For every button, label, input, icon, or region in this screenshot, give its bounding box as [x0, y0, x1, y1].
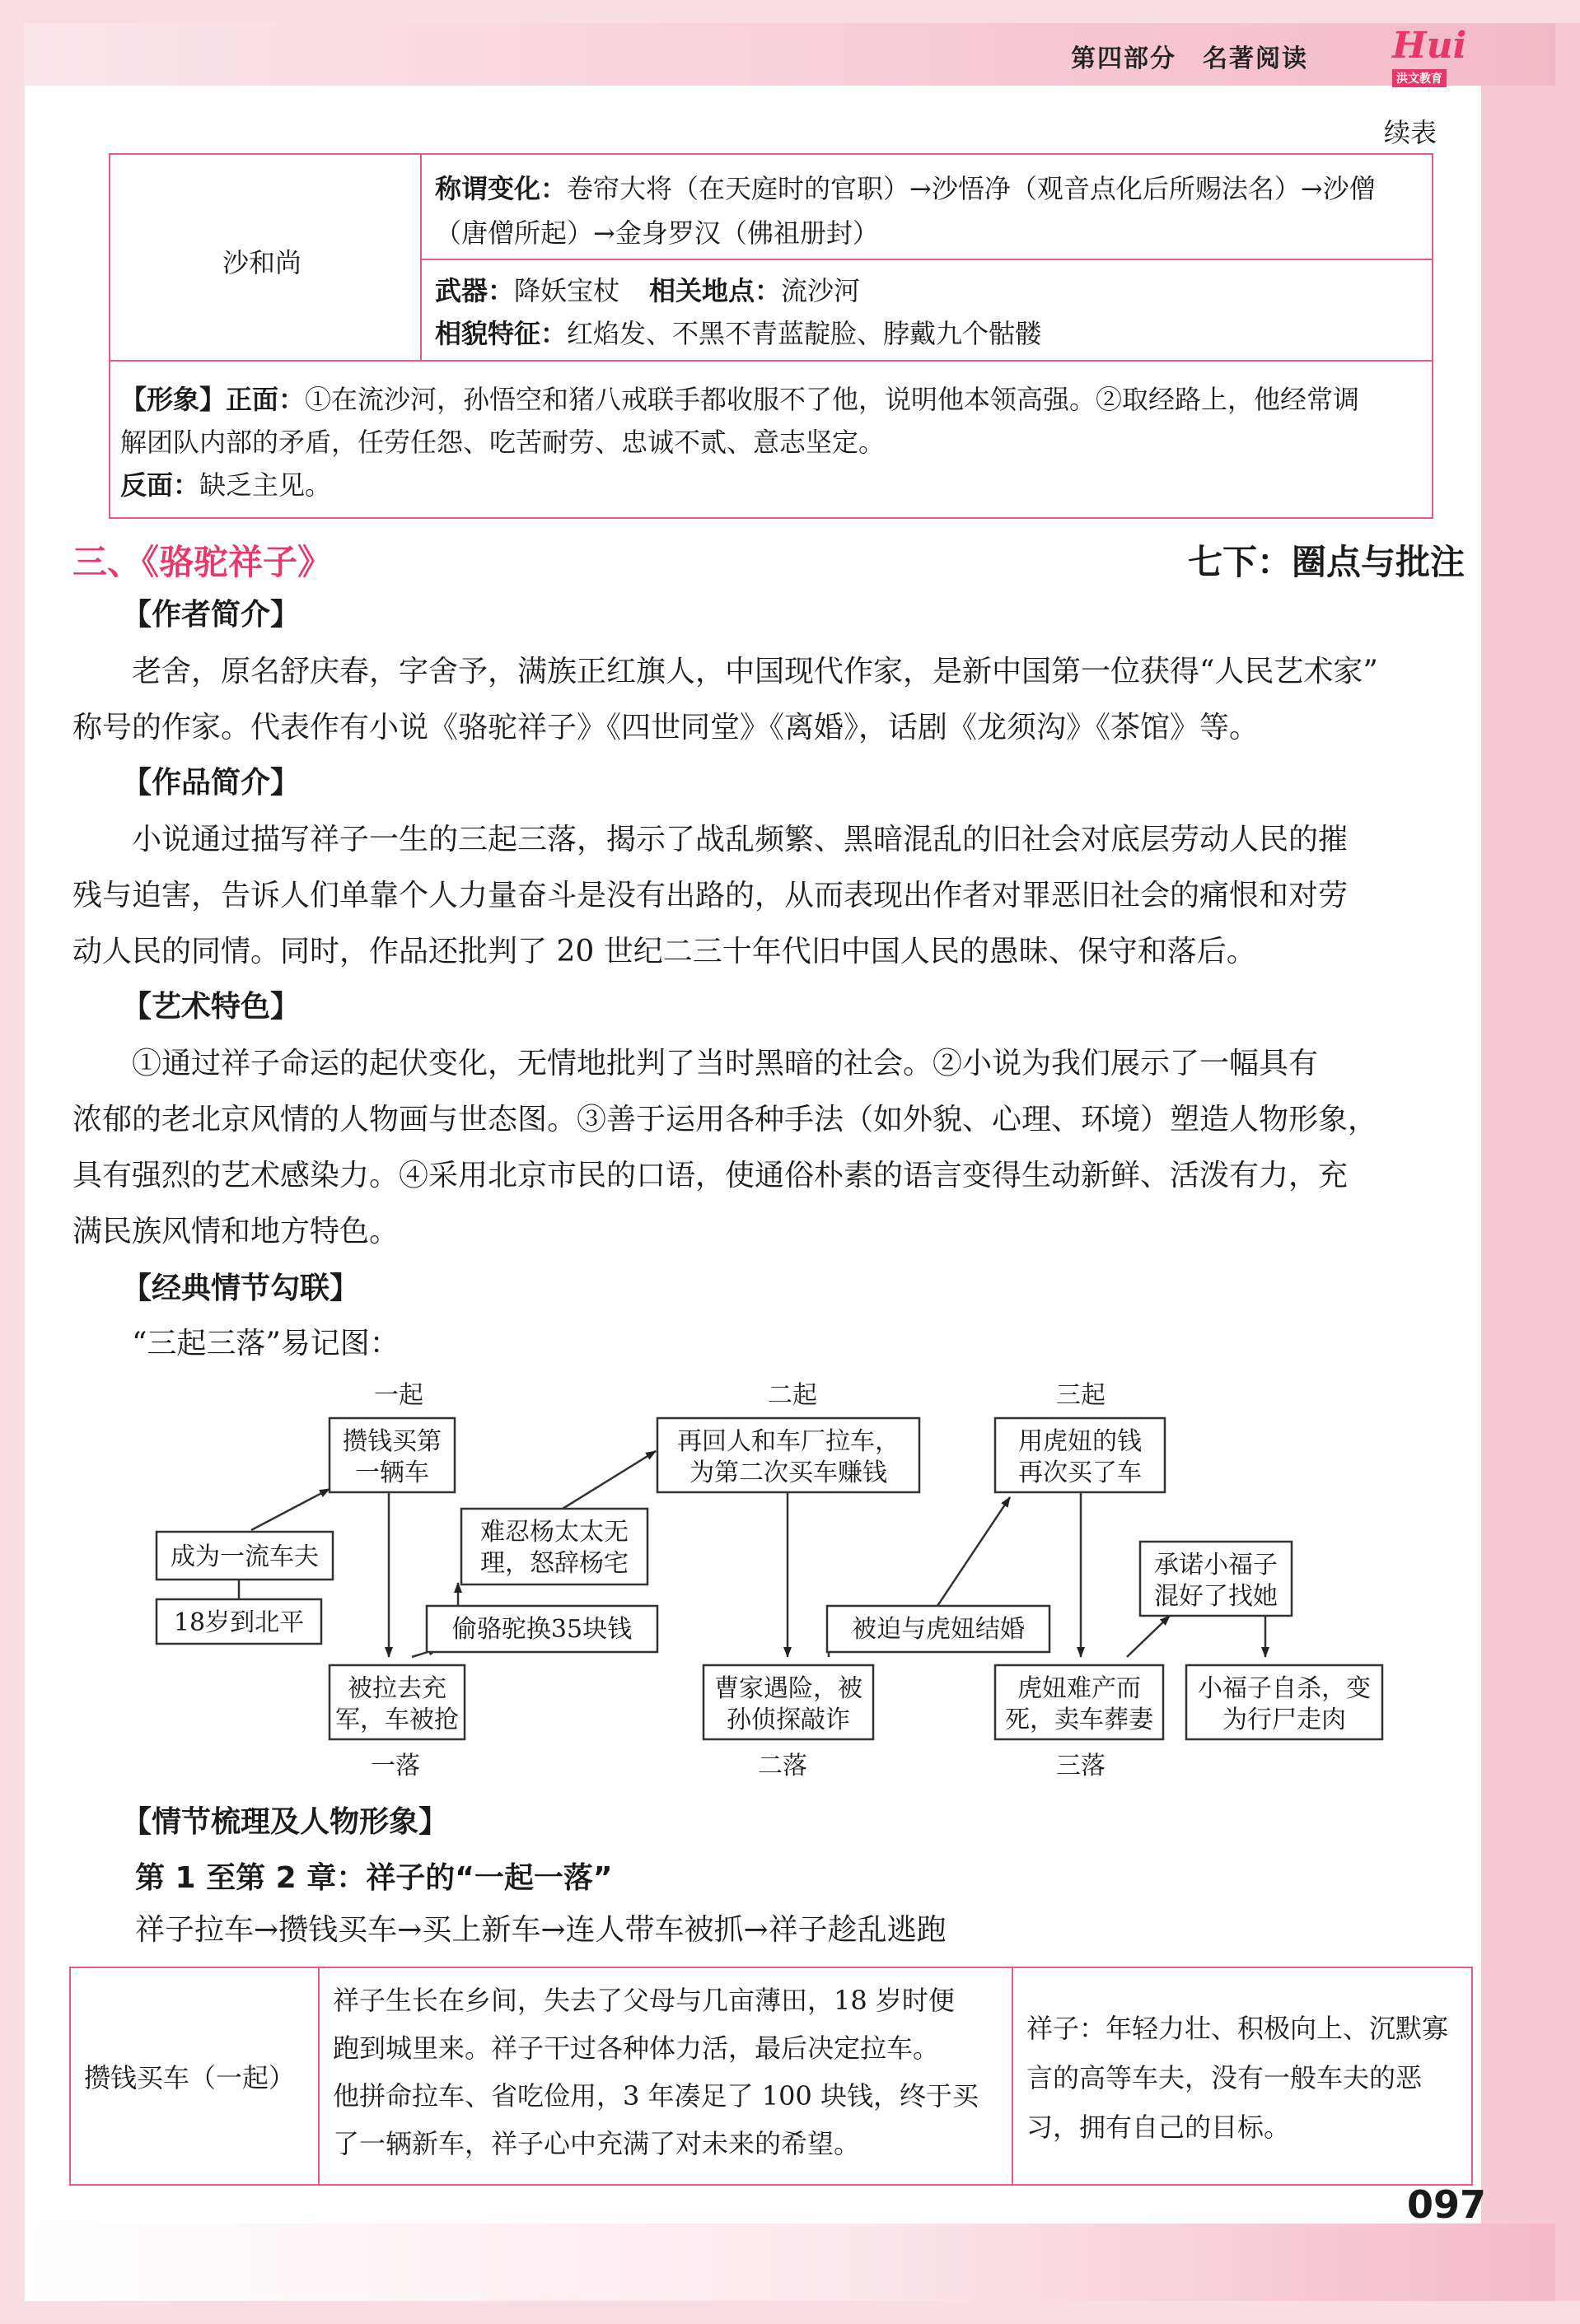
- label-fall-3: 三落: [1056, 1752, 1106, 1780]
- logo-subtitle: 洪文教育: [1392, 69, 1447, 87]
- place-label: 相关地点：: [649, 275, 782, 306]
- table-char-line: 习，拥有自己的目标。: [1026, 2112, 1291, 2143]
- art-line: 浓郁的老北京风情的人物画与世态图。③善于运用各种手法（如外貌、心理、环境）塑造人物形象，: [72, 1103, 1378, 1136]
- label-fall-1: 一落: [371, 1752, 420, 1780]
- plot-heading: 【经典情节勾联】: [122, 1272, 360, 1305]
- art-heading: 【艺术特色】: [122, 990, 301, 1024]
- header-section-title: 第四部分 名著阅读: [1071, 44, 1308, 73]
- node-buy3-text: 再次买了车: [1018, 1458, 1142, 1487]
- node-camel-text: 偷骆驼换35块钱: [451, 1615, 633, 1644]
- node-buy3-text: 用虎妞的钱: [1018, 1427, 1142, 1456]
- label-rise-2: 二起: [768, 1381, 817, 1410]
- node-buy1-text: 一辆车: [355, 1458, 429, 1487]
- title-change-text: 卷帘大将（在天庭时的官职）→沙悟净（观音点化后所赐法名）→沙僧: [567, 173, 1376, 204]
- node-cao-text: 孙侦探敲诈: [727, 1706, 850, 1734]
- plot-flow: 祥子拉车→攒钱买车→买上新车→连人带车被抓→祥子趁乱逃跑: [135, 1913, 947, 1947]
- plot-summary-heading: 【情节梳理及人物形象】: [122, 1805, 449, 1839]
- node-promise-text: 承诺小福子: [1154, 1551, 1278, 1580]
- table-char-line: 祥子：年轻力壮、积极向上、沉默寡: [1026, 2013, 1449, 2044]
- work-line: 残与迫害，告诉人们单靠个人力量奋斗是没有出路的，从而表现出作者对罪恶旧社会的痛恨和对劳: [72, 879, 1349, 912]
- arrow-marry-to-buy3: [937, 1497, 1010, 1606]
- image-positive-text-2: 解团队内部的矛盾，任劳任怨、吃苦耐劳、忠诚不贰、意志坚定。: [120, 427, 886, 458]
- table-desc-line: 他拼命拉车、省吃俭用，3 年凑足了 100 块钱，终于买: [333, 2080, 979, 2112]
- node-taken-text: 军，车被抢: [335, 1706, 459, 1734]
- node-promise-text: 混好了找她: [1154, 1582, 1278, 1611]
- feature-label: 相貌特征：: [435, 318, 568, 349]
- node-xfz-text: 为行尸走肉: [1222, 1706, 1346, 1734]
- page-number: 097: [1407, 2182, 1487, 2227]
- art-line: ①通过祥子命运的起伏变化，无情地批判了当时黑暗的社会。②小说为我们展示了一幅具有: [132, 1047, 1319, 1080]
- node-age18-text: 18岁到北平: [173, 1608, 305, 1637]
- section-title: 三、《骆驼祥子》: [72, 542, 333, 582]
- diagram-caption: “三起三落”易记图：: [132, 1327, 400, 1360]
- image-positive-text: ①在流沙河，孙悟空和猪八戒联手都收服不了他，说明他本领高强。②取经路上，他经常调: [305, 384, 1360, 415]
- character-name: 沙和尚: [222, 247, 302, 278]
- label-rise-3: 三起: [1056, 1381, 1106, 1410]
- node-yang-text: 难忍杨太太无: [480, 1518, 629, 1547]
- work-line: 小说通过描写祥子一生的三起三落，揭示了战乱频繁、黑暗混乱的旧社会对底层劳动人民的摧: [132, 823, 1349, 856]
- weapon-value: 降妖宝杖: [514, 275, 620, 306]
- node-hu-text: 死，卖车葬妻: [1005, 1706, 1153, 1734]
- table-divider: [318, 1967, 320, 2186]
- table-char-line: 言的高等车夫，没有一般车夫的恶: [1026, 2062, 1423, 2093]
- author-line: 称号的作家。代表作有小说《骆驼祥子》《四世同堂》《离婚》，话剧《龙须沟》《茶馆》等。: [72, 711, 1260, 744]
- node-back-text: 再回人和车厂拉车，: [677, 1427, 900, 1456]
- place-value: 流沙河: [781, 275, 861, 306]
- author-heading: 【作者简介】: [122, 598, 301, 632]
- art-line: 具有强烈的艺术感染力。④采用北京市民的口语，使通俗朴素的语言变得生动新鲜、活泼有力，充: [72, 1159, 1349, 1192]
- weapon-label: 武器：: [435, 275, 515, 306]
- arrow-hu-to-promise: [1127, 1616, 1170, 1657]
- node-taken-text: 被拉去充: [348, 1674, 446, 1703]
- negative-value: 缺乏主见。: [199, 469, 332, 501]
- table-divider: [1012, 1967, 1013, 2186]
- title-change-label: 称谓变化：: [435, 173, 568, 204]
- image-label: 【形象】正面：: [120, 384, 306, 415]
- arrow-yang-to-back: [552, 1451, 656, 1515]
- node-marry-text: 被迫与虎妞结婚: [852, 1615, 1025, 1644]
- node-xfz-text: 小福子自杀，变: [1198, 1674, 1371, 1703]
- feature-value: 红焰发、不黑不青蓝靛脸、脖戴九个骷髅: [567, 318, 1042, 349]
- table-desc-line: 祥子生长在乡间，失去了父母与几亩薄田，18 岁时便: [333, 1985, 955, 2016]
- node-cao-text: 曹家遇险，被: [714, 1674, 862, 1703]
- arrow-topcar-to-buy1: [251, 1489, 330, 1530]
- node-back-text: 为第二次买车赚钱: [689, 1458, 887, 1487]
- work-line: 动人民的同情。同时，作品还批判了 20 世纪二三十年代旧中国人民的愚昧、保守和落后。: [72, 935, 1256, 968]
- node-yang-text: 理，怒辞杨宅: [480, 1549, 629, 1578]
- table-desc-line: 了一辆新车，祥子心中充满了对未来的希望。: [333, 2128, 861, 2159]
- art-line: 满民族风情和地方特色。: [72, 1215, 400, 1248]
- continued-label: 续表: [1384, 117, 1437, 148]
- table-desc-line: 跑到城里来。祥子干过各种体力活，最后决定拉车。: [333, 2032, 940, 2064]
- node-buy1-text: 攒钱买第: [343, 1427, 442, 1456]
- label-fall-2: 二落: [758, 1752, 807, 1780]
- work-heading: 【作品简介】: [122, 766, 301, 800]
- table-event: 攒钱买车（一起）: [84, 2062, 296, 2093]
- section-right-title: 七下：圈点与批注: [1188, 542, 1465, 582]
- chapter-heading: 第 1 至第 2 章：祥子的“一起一落”: [135, 1861, 613, 1895]
- node-topcar-text: 成为一流车夫: [171, 1542, 319, 1571]
- title-change-text-2: （唐僧所起）→金身罗汉（佛祖册封）: [435, 217, 879, 249]
- negative-label: 反面：: [120, 469, 200, 501]
- author-line: 老舍，原名舒庆春，字舍予，满族正红旗人，中国现代作家，是新中国第一位获得“人民艺术家”: [132, 655, 1378, 688]
- label-rise-1: 一起: [374, 1381, 423, 1410]
- logo-hui-text: Hui: [1392, 25, 1467, 67]
- node-hu-text: 虎妞难产而: [1017, 1674, 1141, 1703]
